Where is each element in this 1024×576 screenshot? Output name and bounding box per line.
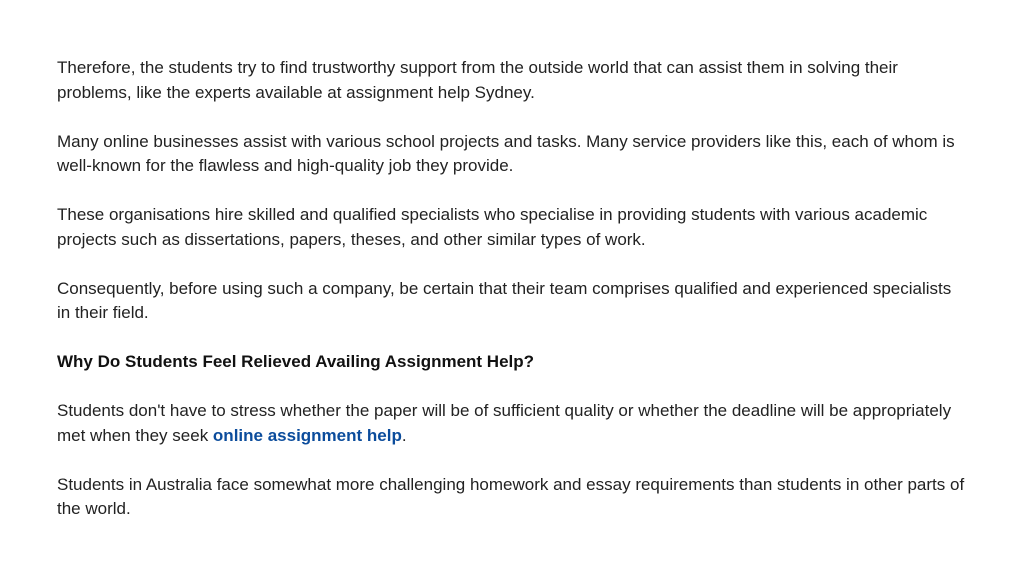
- paragraph-organisations: These organisations hire skilled and qualified specialists who specialise in providing students with various academic projects such as dissertations, papers, theses, and other similar types of work.: [57, 205, 928, 249]
- online-assignment-help-link[interactable]: online assignment help: [212, 425, 402, 445]
- paragraph-australia: Students in Australia face somewhat more challenging homework and essay requirements than students in other parts of the world.: [57, 474, 965, 518]
- paragraph-text-after-link: .: [401, 425, 407, 445]
- paragraph-stress-free: [57, 399, 968, 448]
- section-heading: Why Do Students Feel Relieved Availing Assignment Help?: [57, 352, 535, 371]
- paragraph-consequently: Consequently, before using such a company, be certain that their team comprises qualified and experienced specialists in their field.: [57, 278, 952, 322]
- paragraph-trustworthy-support: Therefore, the students try to find trustworthy support from the outside world that can assist them in solving their problems, like the experts available at assignment help Sydney.: [57, 58, 898, 102]
- paragraph-text-before-link: Students don't have to stress whether the paper will be of sufficient quality or whether the deadline will be appropriately met when they seek: [57, 401, 952, 445]
- paragraph-online-businesses: Many online businesses assist with various school projects and tasks. Many service providers like this, each of whom is well-known for the flawless and high-quality job they provide.: [57, 131, 955, 175]
